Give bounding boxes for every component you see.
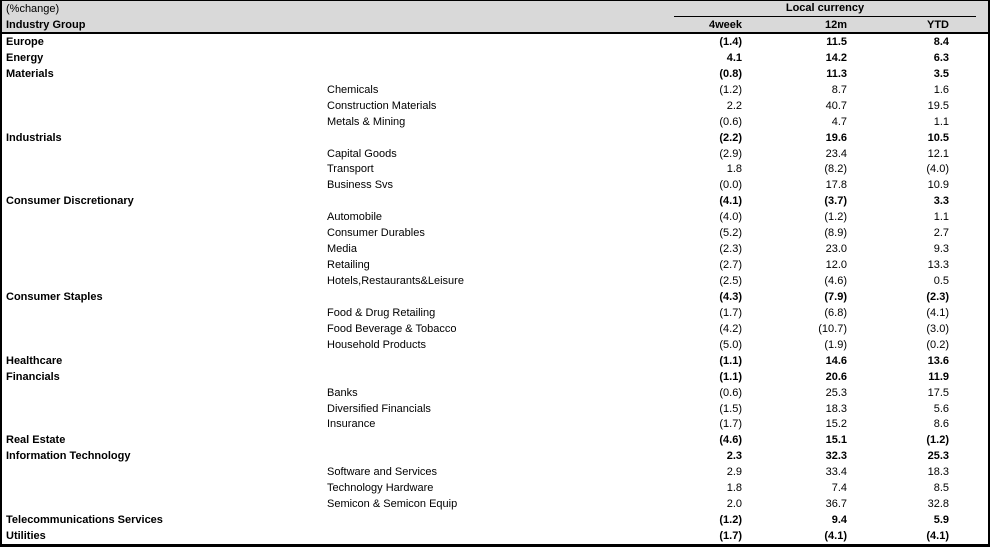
- value-4week: (1.1): [719, 354, 742, 367]
- sub-industry-label: Media: [327, 243, 357, 256]
- value-ytd: 3.5: [933, 67, 949, 80]
- industry-group-label: Consumer Staples: [6, 290, 103, 303]
- value-4week: (2.2): [719, 131, 742, 144]
- value-ytd: 13.3: [927, 259, 949, 272]
- value-4week: (4.6): [719, 434, 742, 447]
- value-12m: 36.7: [825, 498, 847, 511]
- value-ytd: 8.4: [933, 35, 949, 48]
- value-4week: (1.1): [719, 370, 742, 383]
- pct-change-label: (%change): [6, 3, 60, 15]
- value-12m: 14.6: [825, 354, 847, 367]
- value-ytd: 3.3: [933, 195, 949, 208]
- value-ytd: 13.6: [927, 354, 949, 367]
- value-4week: (1.5): [719, 402, 742, 415]
- value-ytd: (0.2): [926, 338, 949, 351]
- table-row: [2, 82, 988, 98]
- table-row: [2, 146, 988, 162]
- value-ytd: 5.9: [933, 514, 949, 527]
- table-row: [2, 225, 988, 241]
- table-row: [2, 417, 988, 433]
- value-12m: 40.7: [825, 99, 847, 112]
- value-12m: 25.3: [825, 386, 847, 399]
- value-ytd: 2.7: [933, 227, 949, 240]
- value-12m: 20.6: [825, 370, 847, 383]
- sub-industry-label: Construction Materials: [327, 99, 437, 112]
- sub-industry-label: Diversified Financials: [327, 402, 431, 415]
- value-4week: (0.6): [719, 115, 742, 128]
- value-12m: (7.9): [824, 290, 847, 303]
- industry-group-label: Utilities: [6, 530, 46, 543]
- industry-group-label: Information Technology: [6, 450, 131, 463]
- value-ytd: 19.5: [927, 99, 949, 112]
- value-4week: (1.2): [719, 514, 742, 527]
- table-row: [2, 337, 988, 353]
- value-12m: 14.2: [825, 51, 847, 64]
- value-12m: 7.4: [831, 482, 847, 495]
- value-ytd: (4.1): [926, 530, 949, 543]
- sub-industry-label: Capital Goods: [327, 147, 397, 160]
- value-12m: 32.3: [825, 450, 847, 463]
- value-ytd: 8.5: [933, 482, 949, 495]
- value-ytd: 18.3: [927, 466, 949, 479]
- value-12m: 15.1: [825, 434, 847, 447]
- sub-industry-label: Automobile: [327, 211, 383, 224]
- value-ytd: 5.6: [933, 402, 949, 415]
- table-row: [2, 289, 988, 305]
- value-4week: (2.9): [719, 147, 742, 160]
- value-4week: 2.3: [726, 450, 742, 463]
- value-4week: (5.2): [719, 227, 742, 240]
- sub-industry-label: Food & Drug Retailing: [327, 306, 436, 319]
- industry-group-label: Financials: [6, 370, 60, 383]
- value-4week: (2.3): [719, 243, 742, 256]
- value-4week: 2.2: [726, 99, 742, 112]
- value-ytd: (3.0): [926, 322, 949, 335]
- table-row: [2, 193, 988, 209]
- value-4week: (2.7): [719, 259, 742, 272]
- value-4week: 1.8: [726, 163, 742, 176]
- value-ytd: 32.8: [927, 498, 949, 511]
- table-row: [2, 162, 988, 178]
- value-ytd: (4.0): [926, 163, 949, 176]
- value-ytd: 6.3: [933, 51, 949, 64]
- value-ytd: (4.1): [926, 306, 949, 319]
- col-header-ytd: YTD: [927, 18, 949, 31]
- value-ytd: 9.3: [933, 243, 949, 256]
- value-4week: (1.7): [719, 306, 742, 319]
- value-ytd: 0.5: [933, 275, 949, 288]
- value-12m: (4.1): [824, 530, 847, 543]
- value-ytd: 12.1: [927, 147, 949, 160]
- value-12m: (1.2): [824, 211, 847, 224]
- value-12m: 17.8: [825, 179, 847, 192]
- table-body: [2, 34, 988, 544]
- value-12m: (4.6): [824, 275, 847, 288]
- value-12m: 4.7: [831, 115, 847, 128]
- value-4week: (4.1): [719, 195, 742, 208]
- table-row: [2, 496, 988, 512]
- value-12m: (8.2): [824, 163, 847, 176]
- value-12m: (10.7): [818, 322, 847, 335]
- industry-group-label: Consumer Discretionary: [6, 195, 134, 208]
- value-12m: 9.4: [831, 514, 847, 527]
- table-row: [2, 273, 988, 289]
- value-4week: (4.3): [719, 290, 742, 303]
- value-12m: (1.9): [824, 338, 847, 351]
- value-ytd: 10.5: [927, 131, 949, 144]
- value-12m: 23.4: [825, 147, 847, 160]
- table-row: [2, 114, 988, 130]
- value-ytd: 1.1: [933, 211, 949, 224]
- value-ytd: 25.3: [927, 450, 949, 463]
- col-header-12m: 12m: [824, 18, 847, 31]
- value-4week: (0.0): [719, 179, 742, 192]
- sub-industry-label: Hotels,Restaurants&Leisure: [327, 275, 464, 288]
- industry-group-label: Healthcare: [6, 354, 63, 367]
- header-row-top: [2, 1, 988, 17]
- value-ytd: (1.2): [926, 434, 949, 447]
- sub-industry-label: Insurance: [327, 418, 376, 431]
- value-4week: 1.8: [726, 482, 742, 495]
- sub-industry-label: Chemicals: [327, 83, 379, 96]
- table-row: [2, 528, 988, 544]
- value-ytd: 1.6: [933, 83, 949, 96]
- value-4week: (5.0): [719, 338, 742, 351]
- table-row: [2, 385, 988, 401]
- table-row: [2, 50, 988, 66]
- industry-group-label: Energy: [6, 51, 44, 64]
- value-12m: 11.3: [826, 67, 847, 80]
- table-row: [2, 177, 988, 193]
- value-4week: (1.4): [719, 35, 742, 48]
- sub-industry-label: Retailing: [327, 259, 370, 272]
- value-ytd: (2.3): [926, 290, 949, 303]
- value-4week: (1.7): [719, 418, 742, 431]
- table-row: [2, 480, 988, 496]
- value-ytd: 8.6: [933, 418, 949, 431]
- value-12m: 12.0: [825, 259, 847, 272]
- sub-industry-label: Technology Hardware: [327, 482, 434, 495]
- value-ytd: 1.1: [933, 115, 949, 128]
- table-row: [2, 34, 988, 50]
- table-row: [2, 241, 988, 257]
- sub-industry-label: Household Products: [327, 338, 427, 351]
- industry-group-label: Europe: [6, 35, 44, 48]
- col-header-4week: 4week: [708, 18, 742, 31]
- table-row: [2, 353, 988, 369]
- value-12m: (3.7): [824, 195, 847, 208]
- value-4week: (1.7): [719, 530, 742, 543]
- value-4week: (2.5): [719, 275, 742, 288]
- table-row: [2, 130, 988, 146]
- table-row: [2, 257, 988, 273]
- sub-industry-label: Banks: [327, 386, 358, 399]
- value-4week: (0.6): [719, 386, 742, 399]
- value-ytd: 17.5: [927, 386, 949, 399]
- sub-industry-label: Metals & Mining: [327, 115, 406, 128]
- value-12m: 8.7: [831, 83, 847, 96]
- value-12m: 18.3: [825, 402, 847, 415]
- table-row: [2, 321, 988, 337]
- table-row: [2, 66, 988, 82]
- value-ytd: 10.9: [927, 179, 949, 192]
- table-row: [2, 305, 988, 321]
- value-4week: 2.9: [726, 466, 742, 479]
- sub-industry-label: Semicon & Semicon Equip: [327, 498, 458, 511]
- industry-group-header: Industry Group: [6, 18, 86, 31]
- value-12m: (6.8): [824, 306, 847, 319]
- sub-industry-label: Business Svs: [327, 179, 394, 192]
- value-4week: 4.1: [726, 51, 742, 64]
- industry-group-label: Telecommunications Services: [6, 514, 163, 527]
- value-4week: (0.8): [719, 67, 742, 80]
- value-4week: 2.0: [726, 498, 742, 511]
- table-row: [2, 432, 988, 448]
- table-row: [2, 369, 988, 385]
- table-row: [2, 448, 988, 464]
- value-12m: 19.6: [825, 131, 847, 144]
- sub-industry-label: Consumer Durables: [327, 227, 425, 240]
- value-4week: (1.2): [719, 83, 742, 96]
- table-row: [2, 209, 988, 225]
- value-4week: (4.0): [719, 211, 742, 224]
- local-currency-header: Local currency: [674, 1, 976, 17]
- header-row-columns: [2, 17, 988, 32]
- value-12m: 33.4: [825, 466, 847, 479]
- value-4week: (4.2): [719, 322, 742, 335]
- value-ytd: 11.9: [928, 370, 949, 383]
- sub-industry-label: Software and Services: [327, 466, 438, 479]
- table-row: [2, 464, 988, 480]
- industry-group-label: Real Estate: [6, 434, 66, 447]
- industry-group-label: Materials: [6, 67, 54, 80]
- table-row: [2, 512, 988, 528]
- table-row: [2, 401, 988, 417]
- value-12m: (8.9): [824, 227, 847, 240]
- value-12m: 15.2: [825, 418, 847, 431]
- value-12m: 11.5: [826, 35, 847, 48]
- industry-group-label: Industrials: [6, 131, 62, 144]
- sub-industry-label: Food Beverage & Tobacco: [327, 322, 457, 335]
- sub-industry-label: Transport: [327, 163, 374, 176]
- value-12m: 23.0: [825, 243, 847, 256]
- table-header: [2, 1, 988, 34]
- table-row: [2, 98, 988, 114]
